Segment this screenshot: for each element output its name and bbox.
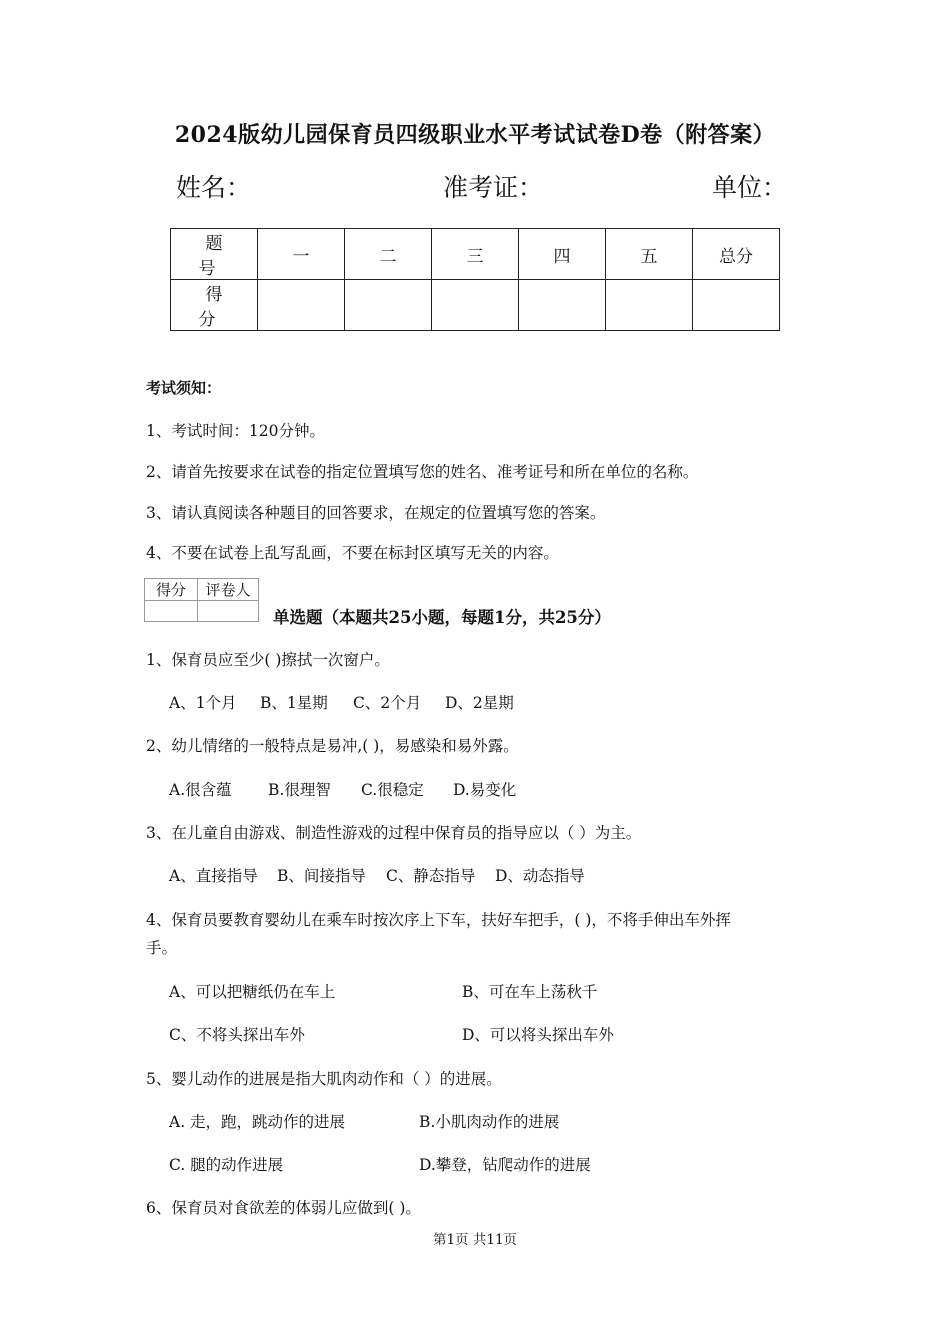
notice-item: 2、请首先按要求在试卷的指定位置填写您的姓名、准考证号和所在单位的名称。 <box>146 463 699 481</box>
option: A、直接指导 <box>169 867 258 885</box>
grader-score-label: 得分 <box>145 579 198 601</box>
question-stem: 2、幼儿情绪的一般特点是易冲,( )，易感染和易外露。 <box>146 737 519 755</box>
option: D、2星期 <box>445 694 514 712</box>
option: B、间接指导 <box>277 867 366 885</box>
score-header-cell: 四 <box>519 229 606 280</box>
notice-heading: 考试须知： <box>146 379 222 397</box>
score-cell[interactable] <box>693 280 780 331</box>
question-stem-continued: 手。 <box>146 939 178 957</box>
option: C. 腿的动作进展 <box>169 1156 284 1174</box>
score-cell[interactable] <box>519 280 606 331</box>
option: B、可在车上荡秋千 <box>462 983 598 1001</box>
grader-name-label: 评卷人 <box>198 579 259 601</box>
option: D、动态指导 <box>495 867 585 885</box>
page-footer: 第1页 共11页 <box>432 1232 518 1248</box>
score-row-label: 得 分 <box>171 280 258 331</box>
option: B.很理智 <box>268 781 331 799</box>
question-stem: 1、保育员应至少( )擦拭一次窗户。 <box>146 651 390 669</box>
option: A、可以把糖纸仍在车上 <box>169 983 336 1001</box>
option: C、不将头探出车外 <box>169 1026 305 1044</box>
notice-item: 1、考试时间：120分钟。 <box>146 422 325 440</box>
question-stem: 6、保育员对食欲差的体弱儿应做到( )。 <box>146 1199 421 1217</box>
notice-item: 4、不要在试卷上乱写乱画，不要在标封区填写无关的内容。 <box>146 544 559 562</box>
notice-item: 3、请认真阅读各种题目的回答要求，在规定的位置填写您的答案。 <box>146 504 606 522</box>
option: C、2个月 <box>353 694 422 712</box>
score-header-cell: 二 <box>345 229 432 280</box>
score-header-cell: 一 <box>258 229 345 280</box>
option: A. 走，跑，跳动作的进展 <box>169 1113 346 1131</box>
grader-box <box>144 578 259 622</box>
score-cell[interactable] <box>432 280 519 331</box>
score-header-cell: 五 <box>606 229 693 280</box>
page-title: 2024版幼儿园保育员四级职业水平考试试卷D卷（附答案） <box>174 122 776 148</box>
score-header-cell: 题 号 <box>171 229 258 280</box>
question-stem: 3、在儿童自由游戏、制造性游戏的过程中保育员的指导应以（ ）为主。 <box>146 824 642 842</box>
score-header-cell: 总分 <box>693 229 780 280</box>
score-cell[interactable] <box>606 280 693 331</box>
score-table <box>170 228 780 331</box>
score-cell[interactable] <box>258 280 345 331</box>
score-table-score-row <box>171 280 780 331</box>
option: D、可以将头探出车外 <box>462 1026 614 1044</box>
option: D.攀登，钻爬动作的进展 <box>419 1156 591 1174</box>
score-cell[interactable] <box>345 280 432 331</box>
option: A.很含蕴 <box>169 781 232 799</box>
question-stem: 4、保育员要教育婴幼儿在乘车时按次序上下车，扶好车把手，( )，不将手伸出车外挥 <box>146 911 731 929</box>
section-title: 单选题（本题共25小题，每题1分，共25分） <box>273 608 611 627</box>
question-stem: 5、婴儿动作的进展是指大肌肉动作和（ ）的进展。 <box>146 1070 502 1088</box>
option: A、1个月 <box>169 694 237 712</box>
exam-id-label: 准考证： <box>443 173 544 202</box>
option: C.很稳定 <box>361 781 424 799</box>
name-label: 姓名： <box>176 173 252 202</box>
grader-name-cell[interactable] <box>198 601 259 622</box>
grader-score-cell[interactable] <box>145 601 198 622</box>
score-table-header-row <box>171 229 780 280</box>
option: B.小肌肉动作的进展 <box>419 1113 560 1131</box>
option: D.易变化 <box>453 781 517 799</box>
option: B、1星期 <box>260 694 328 712</box>
option: C、静态指导 <box>386 867 476 885</box>
score-header-cell: 三 <box>432 229 519 280</box>
unit-label: 单位： <box>712 173 788 202</box>
